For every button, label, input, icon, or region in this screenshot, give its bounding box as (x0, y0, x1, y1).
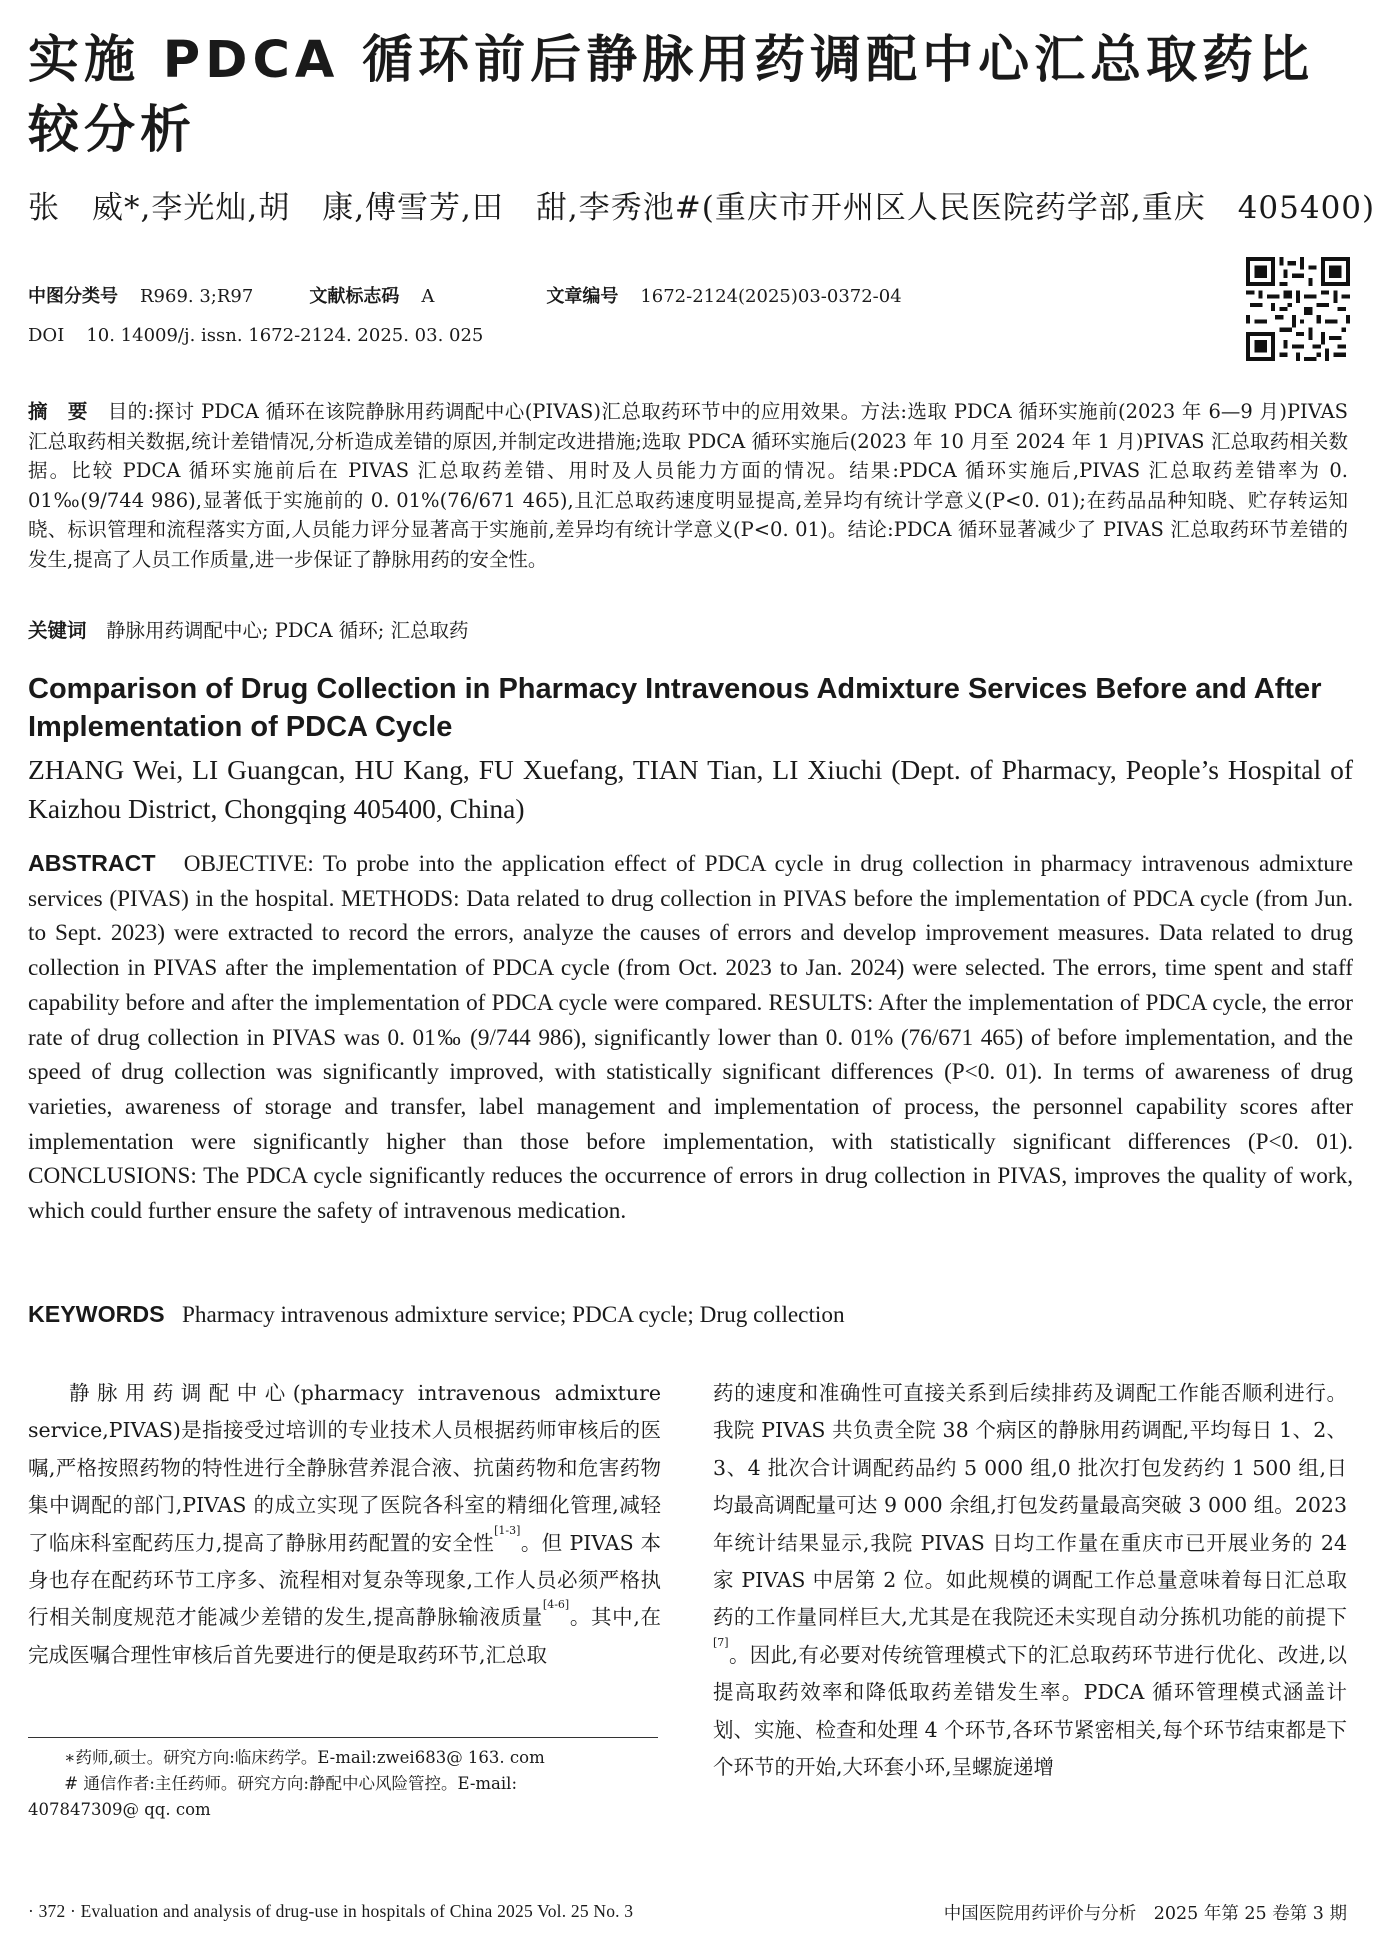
body-left-text-2: 。但 PIVAS 本身也存在配药环节工序多、流程相对复杂等现象,工作人员必须严格执行相关制度规范才能减少差错的发生,提高静脉输液质量 (28, 1530, 661, 1630)
en-keywords-label: KEYWORDS (28, 1301, 165, 1327)
english-authors: ZHANG Wei, LI Guangcan, HU Kang, FU Xuefang, TIAN Tian, LI Xiuchi (Dept. of Pharmacy, People’s Hospital of Kaizhou District, Chongqing 405400, China) (28, 754, 1353, 824)
cn-abstract-text: 目的:探讨 PDCA 循环在该院静脉用药调配中心(PIVAS)汇总取药环节中的应用效果。方法:选取 PDCA 循环实施前(2023 年 6—9 月)PIVAS 汇总取药相关数据,统计差错情况,分析造成差错的原因,并制定改进措施;选取 PDCA 循环实施后(2023 年 10 月至 2024 年 1 月)PIVAS 汇总取药相关数据。比较 PDCA 循环实施前后在 PIVAS 汇总取药差错、用时及人员能力方面的情况。结果:PDCA 循环实施后,PIVAS 汇总取药差错率为 0. 01‰(9/744 986),显著低于实施前的 0. 01%(76/671 465),且汇总取药速度明显提高,差异均有统计学意义(P<0. 01);在药品品种知晓、贮存转运知晓、标识管理和流程落实方面,人员能力评分显著高于实施前,差异均有统计学意义(P<0. 01)。结论:PDCA 循环显著减少了 PIVAS 汇总取药环节差错的发生,提高了人员工作质量,进一步保证了静脉用药的安全性。 (28, 400, 1348, 571)
article-no-label: 文章编号 (546, 286, 619, 307)
en-keywords-text: Pharmacy intravenous admixture service; PDCA cycle; Drug collection (181, 1302, 845, 1328)
meta-line-1 (28, 285, 902, 309)
footnote-2: # 通信作者:主任药师。研究方向:静配中心风险管控。E-mail: (64, 1774, 518, 1793)
article-no-value: 1672-2124(2025)03-0372-04 (640, 286, 902, 307)
body-left-text-3: 。其中,在完成医嘱合理性审核后首先要进行的便是取药环节,汇总取 (28, 1605, 661, 1667)
footnote-divider (28, 1737, 658, 1738)
clc-value: R969. 3;R97 (140, 286, 254, 307)
cn-keywords-label: 关键词 (28, 619, 87, 642)
clc-label: 中图分类号 (28, 286, 118, 307)
body-left-text-1: 静脉用药调配中心(pharmacy intravenous admixture service,PIVAS)是指接受过培训的专业技术人员根据药师审核后的医嘱,严格按照药物的特性进行全静脉营养混合液、抗菌药物和危害药物集中调配的部门,PIVAS 的成立实现了医院各科室的精细化管理,减轻了临床科室配药压力,提高了静脉用药配置的安全性 (28, 1381, 661, 1555)
body-right-column (713, 1375, 1347, 1786)
footnotes (28, 1745, 661, 1823)
citation-ref: [1-3] (494, 1523, 521, 1537)
en-abstract (28, 846, 1353, 1229)
cn-abstract (28, 397, 1348, 574)
english-title: Comparison of Drug Collection in Pharmacy Intravenous Admixture Services Before and After Implementation of PDCA Cycle (28, 673, 1322, 743)
footer-journal-en: · 372 · Evaluation and analysis of drug-use in hospitals of China 2025 Vol. 25 No. 3 (28, 1901, 634, 1921)
body-left-column (28, 1375, 661, 1674)
cn-abstract-label: 摘 要 (28, 400, 88, 423)
doc-code-label: 文献标志码 (309, 286, 400, 307)
doi-label: DOI (28, 325, 65, 346)
citation-ref: [7] (713, 1635, 729, 1649)
footer-journal-cn: 中国医院用药评价与分析 2025 年第 25 卷第 3 期 (943, 1904, 1347, 1924)
meta-line-2 (28, 324, 483, 348)
citation-ref: [4-6] (542, 1598, 570, 1612)
footnote-1: ∗药师,硕士。研究方向:临床药学。E-mail:zwei683@ 163. com (64, 1748, 545, 1767)
body-right-text-1: 药的速度和准确性可直接关系到后续排药及调配工作能否顺利进行。我院 PIVAS 共负责全院 38 个病区的静脉用药调配,平均每日 1、2、3、4 批次合计调配药品约 5 000 组,0 批次打包发药约 1 500 组,日均最高调配量可达 9 000 余组,打包发药量最高突破 3 000 组。2023 年统计结果显示,我院 PIVAS 日均工作量在重庆市已开展业务的 24 家 PIVAS 中居第 2 位。如此规模的调配工作总量意味着每日汇总取药的工作量同样巨大,尤其是在我院还未实现自动分拣机功能的前提下 (713, 1381, 1347, 1630)
doi-value: 10. 14009/j. issn. 1672-2124. 2025. 03. 025 (86, 325, 484, 346)
en-abstract-text: OBJECTIVE: To probe into the application effect of PDCA cycle in drug collection in pharmacy intravenous admixture services (PIVAS) in the hospital. METHODS: Data related to drug collection in PIVAS before the implementation of PDCA cycle (from Jun. to Sept. 2023) were extracted to record the errors, analyze the causes of errors and develop improvement measures. Data related to drug collection in PIVAS after the implementation of PDCA cycle (from Oct. 2023 to Jan. 2024) were selected. The errors, time spent and staff capability before and after the implementation of PDCA cycle were compared. RESULTS: After the implementation of PDCA cycle, the error rate of drug collection in PIVAS was 0. 01‰ (9/744 986), significantly lower than 0. 01% (76/671 465) of before implementation, and the speed of drug collection was significantly improved, with statistically significant differences (P<0. 01). In terms of awareness of drug varieties, awareness of storage and transfer, label management and implementation of process, the personnel capability scores after implementation were significantly higher than those before implementation, with statistically significant differences (P<0. 01). CONCLUSIONS: The PDCA cycle significantly reduces the occurrence of errors in drug collection in PIVAS, improves the quality of work, which could further ensure the safety of intravenous medication. (28, 851, 1353, 1225)
en-abstract-label: ABSTRACT (28, 850, 156, 876)
cn-keywords-text: 静脉用药调配中心; PDCA 循环; 汇总取药 (106, 619, 469, 642)
footnote-2-continued: 407847309@ qq. com (28, 1800, 211, 1819)
doc-code-value: A (421, 286, 435, 307)
cn-keywords (28, 617, 1348, 645)
body-right-text-2: 。因此,有必要对传统管理模式下的汇总取药环节进行优化、改进,以提高取药效率和降低取药差错发生率。PDCA 循环管理模式涵盖计划、实施、检查和处理 4 个环节,各环节紧密相关,每个环节结束都是下个环节的开始,大环套小环,呈螺旋递增 (713, 1642, 1347, 1780)
article-title: 实施 PDCA 循环前后静脉用药调配中心汇总取药比较分析 (28, 31, 1315, 160)
qr-code-icon (1246, 257, 1350, 361)
author-line: 张 威*,李光灿,胡 康,傅雪芳,田 甜,李秀池#(重庆市开州区人民医院药学部,重庆 405400) (28, 190, 1375, 226)
en-keywords (28, 1297, 1353, 1332)
